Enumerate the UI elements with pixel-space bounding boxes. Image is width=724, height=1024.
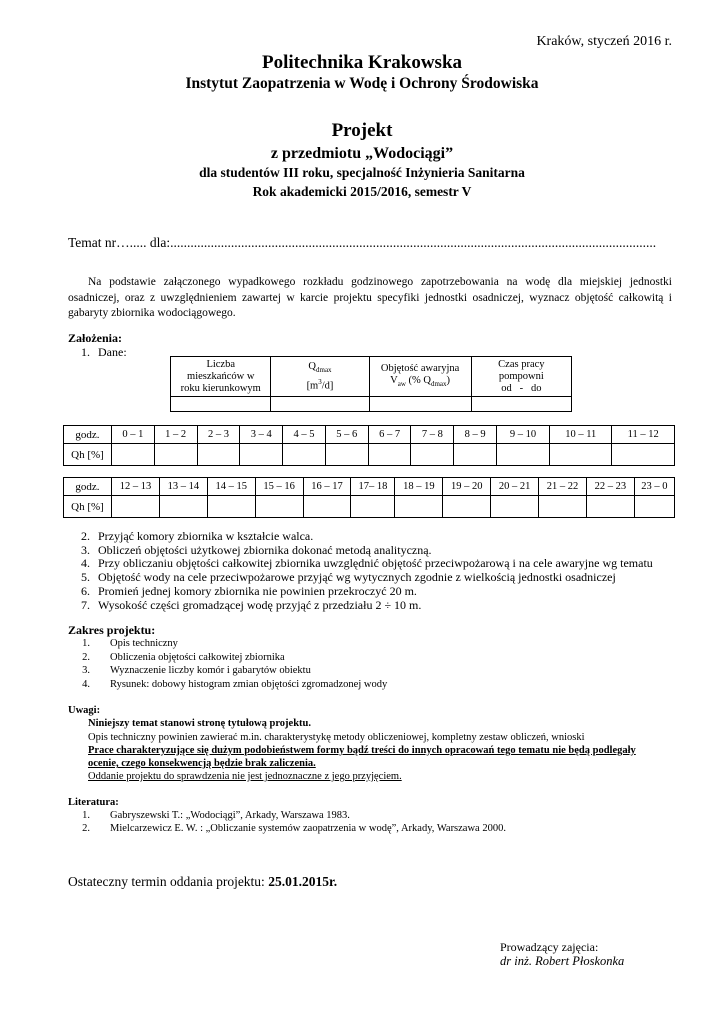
assumption-number: 5.	[81, 570, 90, 584]
qdmax-symbol: Q	[308, 360, 316, 372]
scope-text: Obliczenia objętości całkowitej zbiornika	[110, 652, 285, 663]
qh-input-cell[interactable]	[154, 444, 197, 466]
literatura-heading: Literatura:	[68, 797, 119, 808]
qh-input-cell[interactable]	[491, 496, 539, 518]
qh-input-cell[interactable]	[207, 496, 255, 518]
assumption-number: 2.	[81, 529, 90, 543]
hour-cell: 12 – 13	[112, 478, 160, 496]
intro-paragraph: Na podstawie załączonego wypadkowego rozkładu godzinowego zapotrzebowania na wodę dla miejskiej jednostki osadniczej, oraz z uwzględnieniem zawartej w karcie projektu specyfiki jednostki osadniczej, wyznacz objętość całkowitą i gabaryty zbiornika wodociągowego.	[68, 276, 672, 319]
subject-line: z przedmiotu „Wodociągi”	[270, 145, 454, 162]
hour-cell: 18 – 19	[395, 478, 443, 496]
hour-cell: 21 – 22	[539, 478, 587, 496]
hour-cell: 13 – 14	[159, 478, 207, 496]
qh-input-cell[interactable]	[454, 444, 497, 466]
qh-input-cell[interactable]	[634, 496, 674, 518]
dane-table	[170, 356, 572, 412]
assumption-number: 7.	[81, 598, 90, 612]
hour-cell: 20 – 21	[491, 478, 539, 496]
assumption-text: Promień jednej komory zbiornika nie powinien przekroczyć 20 m.	[98, 584, 417, 598]
assumption-number: 4.	[81, 556, 90, 570]
qh-input-cell[interactable]	[351, 496, 395, 518]
assumption-text: Przyjąć komory zbiornika w kształcie walca.	[98, 529, 314, 543]
uwagi-line-acceptance: Oddanie projektu do sprawdzenia nie jest jednoznaczne z jego przyjęciem.	[88, 771, 402, 782]
qh-input-cell[interactable]	[159, 496, 207, 518]
uwagi-line-title-page: Niniejszy temat stanowi stronę tytułową projektu.	[88, 718, 312, 729]
qh-input-cell[interactable]	[303, 496, 351, 518]
dane-col-pump-time	[471, 357, 571, 397]
dane-cell-qdmax-value[interactable]	[271, 397, 369, 412]
qh-input-cell[interactable]	[411, 444, 454, 466]
dane-cell-pump-time-value[interactable]	[471, 397, 571, 412]
qh-input-cell[interactable]	[325, 444, 368, 466]
qdmax-unit-sup: 3	[318, 377, 322, 386]
dane-item-number: 1.	[81, 345, 90, 359]
hour-cell: 2 – 3	[197, 426, 240, 444]
academic-year-line: Rok akademicki 2015/2016, semestr V	[252, 184, 472, 199]
literature-text: Gabryszewski T.: „Wodociągi”, Arkady, Warszawa 1983.	[110, 810, 350, 821]
dane-cell-emergency-value[interactable]	[369, 397, 471, 412]
assumption-text: Obliczeń objętości użytkowej zbiornika dokonać metodą analityczną.	[98, 543, 432, 557]
dane-col-population-line: roku kierunkowym	[180, 382, 261, 394]
assumption-number: 3.	[81, 543, 90, 557]
hour-cell: 15 – 16	[255, 478, 303, 496]
hour-cell: 1 – 2	[154, 426, 197, 444]
dane-item-label: Dane:	[98, 345, 127, 359]
dane-col-qdmax	[271, 357, 369, 397]
scope-number: 4.	[82, 679, 90, 690]
audience-line: dla studentów III roku, specjalność Inżynieria Sanitarna	[199, 165, 525, 180]
emergency-volume-label: Objętość awaryjna	[380, 362, 460, 374]
qh-input-cell[interactable]	[368, 444, 411, 466]
pump-time-line: pompowni	[498, 370, 544, 382]
topic-line: Temat nr…..... dla:................................................................................................................................................	[68, 235, 657, 250]
dane-col-population	[171, 357, 271, 397]
hour-cell: 17– 18	[351, 478, 395, 496]
scope-number: 2.	[82, 652, 90, 663]
qh-input-cell[interactable]	[112, 496, 160, 518]
literature-number: 2.	[82, 823, 90, 834]
zalozenia-heading: Założenia:	[68, 331, 122, 345]
zakres-heading: Zakres projektu:	[68, 623, 156, 637]
scope-text: Wyznaczenie liczby komór i gabarytów obiektu	[110, 665, 311, 676]
institute-name: Instytut Zaopatrzenia w Wodę i Ochrony Środowiska	[185, 75, 539, 92]
qh-input-cell[interactable]	[539, 496, 587, 518]
dane-col-population-line: mieszkańców w	[187, 370, 255, 382]
uwagi-line-plagiarism: Prace charakteryzujące się dużym podobieństwem formy bądź treści do innych opracowań tego tematu nie będą podlegały	[88, 745, 636, 756]
deadline-line	[68, 874, 337, 890]
literature-number: 1.	[82, 810, 90, 821]
hour-cell: 14 – 15	[207, 478, 255, 496]
hour-cell: 10 – 11	[550, 426, 612, 444]
hour-cell: 19 – 20	[443, 478, 491, 496]
hour-cell: 6 – 7	[368, 426, 411, 444]
signature-role: Prowadzący zajęcia:	[500, 940, 599, 954]
vaw-symbol: V	[390, 374, 398, 386]
qh-row-label: Qh [%]	[64, 444, 112, 466]
hour-cell: 16 – 17	[303, 478, 351, 496]
vaw-subscript: aw	[397, 380, 406, 389]
place-date: Kraków, styczeń 2016 r.	[536, 34, 672, 49]
dane-col-population-line: Liczba	[206, 358, 235, 370]
qh-input-cell[interactable]	[255, 496, 303, 518]
hour-cell: 22 – 23	[586, 478, 634, 496]
qdmax-unit-b: /d]	[321, 380, 334, 392]
qh-row-label: Qh [%]	[64, 496, 112, 518]
dane-cell-population-value[interactable]	[171, 397, 271, 412]
hour-cell: 7 – 8	[411, 426, 454, 444]
hour-cell: 11 – 12	[612, 426, 675, 444]
uwagi-line-consequence: ocenie, czego konsekwencją będzie brak zaliczenia.	[88, 758, 316, 769]
vaw-q-subscript: dmax	[430, 380, 447, 389]
qh-input-cell[interactable]	[612, 444, 675, 466]
qh-input-cell[interactable]	[497, 444, 550, 466]
hours-row-label: godz.	[64, 478, 112, 496]
scope-text: Opis techniczny	[110, 638, 178, 649]
uwagi-line-description: Opis techniczny powinien zawierać m.in. charakterystykę metody obliczeniowej, kompletny zestaw obliczeń, wnioski	[88, 732, 585, 743]
university-name: Politechnika Krakowska	[261, 52, 463, 73]
literature-text: Mielcarzewicz E. W. : „Obliczanie systemów zaopatrzenia w wodę”, Arkady, Warszawa 2000.	[110, 823, 506, 834]
scope-number: 1.	[82, 638, 90, 649]
qh-input-cell[interactable]	[586, 496, 634, 518]
assumption-text: Wysokość części gromadzącej wodę przyjąć z przedziału 2 ÷ 10 m.	[98, 598, 422, 612]
document-title: Projekt	[331, 120, 393, 141]
qh-input-cell[interactable]	[550, 444, 612, 466]
qh-input-cell[interactable]	[395, 496, 443, 518]
qh-input-cell[interactable]	[283, 444, 326, 466]
signature-name: dr inż. Robert Płoskonka	[500, 954, 625, 968]
assumption-number: 6.	[81, 584, 90, 598]
scope-text: Rysunek: dobowy histogram zmian objętości zgromadzonej wody	[110, 679, 388, 690]
dane-col-emergency-volume	[369, 357, 471, 397]
hour-cell: 5 – 6	[325, 426, 368, 444]
vaw-end: )	[446, 374, 451, 386]
qh-input-cell[interactable]	[197, 444, 240, 466]
hours-row-label: godz.	[64, 426, 112, 444]
pump-time-line: od - do	[501, 382, 542, 394]
qh-input-cell[interactable]	[240, 444, 283, 466]
hour-cell: 0 – 1	[112, 426, 155, 444]
assumption-text: Objętość wody na cele przeciwpożarowe przyjąć wg wytycznych zgodnie z wielkością jednostki osadniczej	[98, 570, 616, 584]
qh-input-cell[interactable]	[443, 496, 491, 518]
qdmax-subscript: dmax	[316, 365, 332, 374]
hour-cell: 3 – 4	[240, 426, 283, 444]
hours-table-2	[63, 477, 675, 518]
uwagi-heading: Uwagi:	[68, 705, 101, 716]
hours-table-1	[63, 425, 675, 466]
vaw-mid: (% Q	[405, 374, 431, 386]
qdmax-unit-a: [m	[306, 380, 319, 392]
qh-input-cell[interactable]	[112, 444, 155, 466]
hour-cell: 23 – 0	[634, 478, 674, 496]
hour-cell: 9 – 10	[497, 426, 550, 444]
assumption-text: Przy obliczaniu objętości całkowitej zbiornika uwzględnić objętość przeciwpożarową i na cele awaryjne wg tematu	[98, 556, 653, 570]
scope-number: 3.	[82, 665, 90, 676]
deadline-date: 25.01.2015r.	[268, 874, 338, 889]
deadline-label: Ostateczny termin oddania projektu:	[68, 874, 269, 889]
hour-cell: 4 – 5	[283, 426, 326, 444]
pump-time-line: Czas pracy	[498, 358, 545, 370]
hour-cell: 8 – 9	[454, 426, 497, 444]
